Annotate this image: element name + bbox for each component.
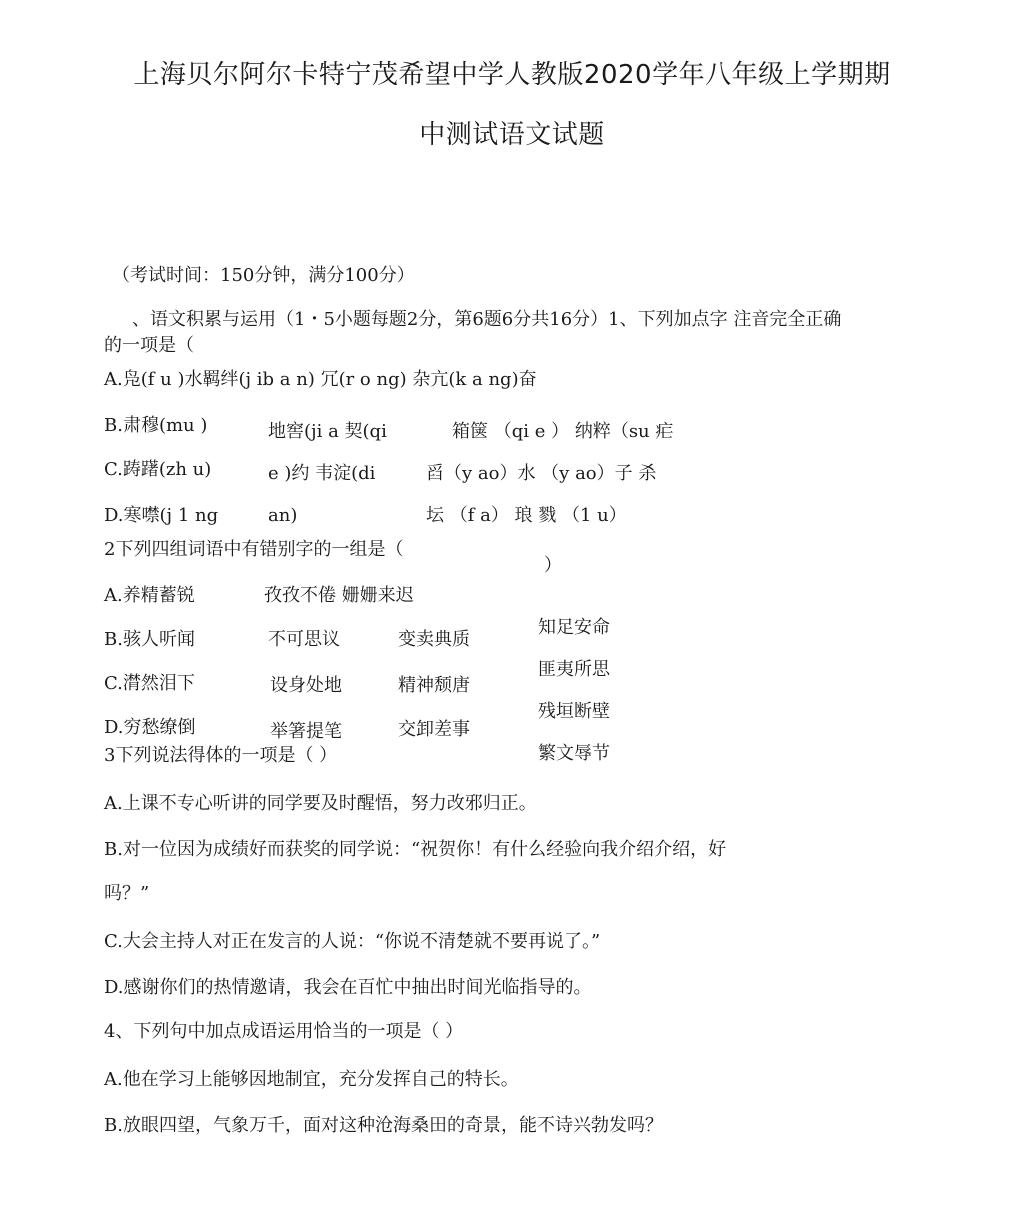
section1-heading: 、语文积累与运用（1・5小题每题2分，第6题6分共16分）1、下列加点字 注音完全正确 xyxy=(132,309,842,330)
exam-title-line2: 中测试语文试题 xyxy=(419,120,605,150)
q1-col2-row3: an) xyxy=(268,505,298,526)
q2-option-c: C.潸然泪下 xyxy=(104,673,195,694)
q2-option-d-word2: 举箸提笔 xyxy=(270,721,342,742)
q2-stem: 2下列四组词语中有错别字的一组是（ xyxy=(104,539,404,560)
exam-title-line1: 上海贝尔阿尔卡特宁茂希望中学人教版2020学年八年级上学期期 xyxy=(133,60,891,90)
q1-col3-row2: 舀（y ao）水 （y ao）子 杀 xyxy=(426,463,657,484)
q2-option-b: B.骇人听闻 xyxy=(104,629,195,650)
q3-option-b-cont: 吗？” xyxy=(104,883,150,904)
q2-option-a-words: 孜孜不倦 姗姗来迟 xyxy=(264,585,414,606)
q2-option-b-word3: 变卖典质 xyxy=(398,629,470,650)
q3-option-d: D.感谢你们的热情邀请，我会在百忙中抽出时间光临指导的。 xyxy=(104,977,592,998)
q3-option-b: B.对一位因为成绩好而获奖的同学说：“祝贺你！有什么经验向我介绍介绍，好 xyxy=(104,839,727,860)
q2-paren-close: ） xyxy=(544,555,562,576)
q2-option-d-word3: 交卸差事 xyxy=(398,719,470,740)
q2-right-word2: 匪夷所思 xyxy=(538,659,610,680)
q2-option-d: D.穷愁缭倒 xyxy=(104,717,196,738)
q2-option-b-word2: 不可思议 xyxy=(268,629,340,650)
q2-right-word1: 知足安命 xyxy=(538,617,610,638)
q1-option-a: A.凫(f u )水羁绊(j ib a n) 冗(r o ng) 杂亢(k a ng)奋 xyxy=(104,369,537,390)
q1-option-c: C.踌躇(zh u) xyxy=(104,459,212,480)
section1-heading-cont: 的一项是（ xyxy=(104,335,194,356)
exam-info: （考试时间：150分钟，满分100分） xyxy=(112,265,415,286)
q1-col3-row3: 坛 （f a） 琅 戮 （1 u） xyxy=(426,505,627,526)
q1-col2-row1: 地窖(ji a 契(qi xyxy=(268,421,387,442)
q2-option-c-word2: 设身处地 xyxy=(270,675,342,696)
q3-stem: 3下列说法得体的一项是（ ） xyxy=(104,745,338,766)
q2-option-c-word3: 精神颓唐 xyxy=(398,675,470,696)
q2-right-word3: 残垣断壁 xyxy=(538,701,610,722)
q3-option-c: C.大会主持人对正在发言的人说：“你说不清楚就不要再说了。” xyxy=(104,931,601,952)
q1-option-d: D.寒噤(j 1 ng xyxy=(104,505,219,526)
q1-col3-row1: 箱箧 （qi e ） 纳粹（su 疟 xyxy=(452,421,674,442)
q4-stem: 4、下列句中加点成语运用恰当的一项是（ ） xyxy=(104,1021,464,1042)
q2-option-a: A.养精蓄锐 xyxy=(104,585,195,606)
q1-option-b: B.肃穆(mu ) xyxy=(104,415,208,436)
q2-right-word4: 繁文辱节 xyxy=(538,743,610,764)
q4-option-b: B.放眼四望，气象万千，面对这种沧海桑田的奇景，能不诗兴勃发吗？ xyxy=(104,1115,663,1136)
q3-option-a: A.上课不专心听讲的同学要及时醒悟，努力改邪归正。 xyxy=(104,793,537,814)
q1-col2-row2: e )约 韦淀(di xyxy=(268,463,376,484)
q4-option-a: A.他在学习上能够因地制宜，充分发挥自己的特长。 xyxy=(104,1069,519,1090)
